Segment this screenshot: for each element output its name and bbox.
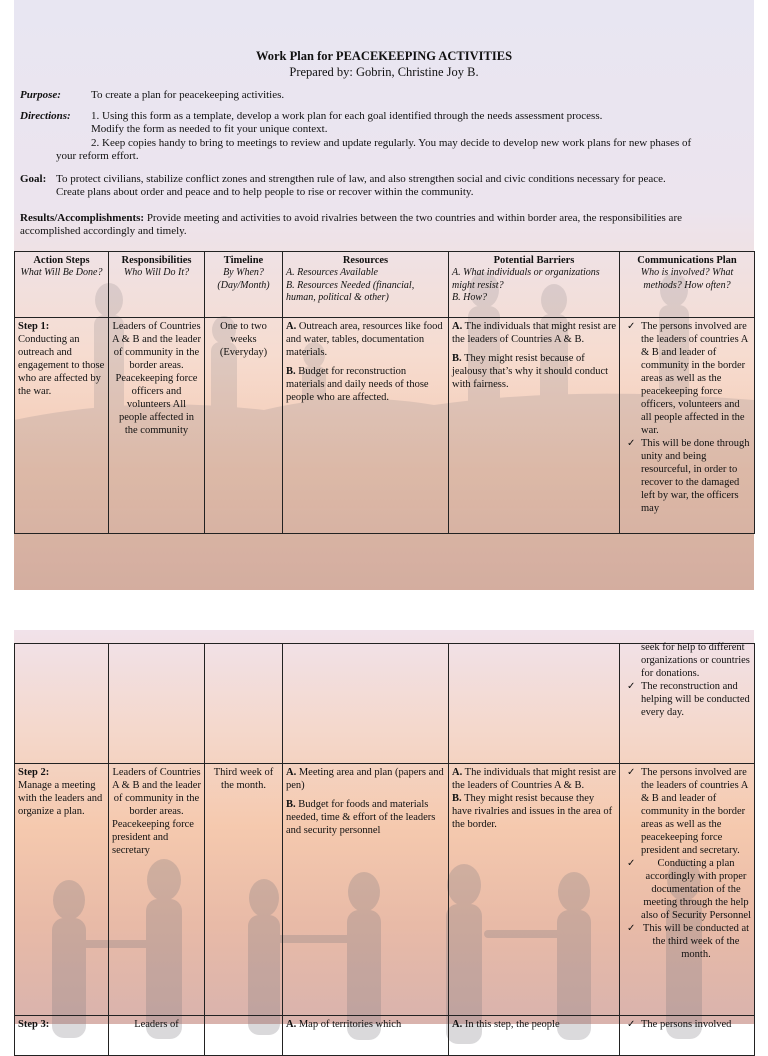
purpose-label: Purpose: bbox=[20, 89, 61, 101]
step-1-communications-continued: seek for help to different organizations or countries for donations. ✓ The reconstruction and helping will be conducted every day. bbox=[620, 644, 755, 764]
table-row-step-1 bbox=[15, 318, 755, 534]
results-label: Results/Accomplishments: bbox=[20, 212, 145, 224]
step-2-action: Step 2: Manage a meeting with the leaders and organize a plan. bbox=[15, 764, 109, 1016]
step-1-barriers: A. The individuals that might resist are the leaders of Countries A & B. B. They might resist because of jealousy that’s why it should conduct with fairness. bbox=[449, 318, 620, 534]
header-responsibilities: Responsibilities Who Will Do It? bbox=[109, 252, 205, 318]
goal-label: Goal: bbox=[20, 173, 47, 185]
header-resources: Resources A. Resources Available B. Resources Needed (financial, human, political & other) bbox=[283, 252, 449, 318]
header-timeline: Timeline By When? (Day/Month) bbox=[205, 252, 283, 318]
check-icon: ✓ Conducting a plan accordingly with proper documentation of the meeting through the help also of Security Personnel bbox=[623, 857, 751, 922]
step-1-timeline: One to two weeks (Everyday) bbox=[205, 318, 283, 534]
step-2-responsibilities: Leaders of Countries A & B and the leader of community in the border areas. Peacekeeping force president and secretary bbox=[109, 764, 205, 1016]
step-1-action: Step 1: Conducting an outreach and engagement to those who are affected by the war. bbox=[15, 318, 109, 534]
step-3-responsibilities: Leaders of bbox=[109, 1016, 205, 1056]
work-plan-table bbox=[14, 251, 755, 534]
check-icon: ✓ This will be conducted at the third week of the month. bbox=[623, 922, 751, 961]
check-icon: ✓ The persons involved bbox=[623, 1018, 751, 1031]
page-2-content bbox=[0, 630, 768, 1030]
goal-text: To protect civilians, stabilize conflict zones and strengthen rule of law, and also strengthen social and civic conditions necessary for peace. bbox=[56, 173, 666, 185]
document-title: Work Plan for PEACEKEEPING ACTIVITIES bbox=[255, 49, 513, 63]
step-3-resources: A. Map of territories which bbox=[283, 1016, 449, 1056]
results-paragraph bbox=[20, 212, 748, 225]
step-1-responsibilities: Leaders of Countries A & B and the leader of community in the border areas. Peacekeeping force officers and volunteers All people affected in the community bbox=[109, 318, 205, 534]
step-2-timeline: Third week of the month. bbox=[205, 764, 283, 1016]
step-2-barriers: A. The individuals that might resist are the leaders of Countries A & B. B. They might resist because they have rivalries and issues in the area of the border. bbox=[449, 764, 620, 1016]
check-icon: ✓ The persons involved are the leaders of countries A & B and leader of community in the border areas as well as the peacekeeping force officers, volunteers and all people affected in the war. bbox=[623, 320, 751, 437]
table-row-step-3 bbox=[15, 1016, 755, 1056]
step-1-resources: A. Outreach area, resources like food and water, tables, documentation materials. B. Budget for reconstruction materials and daily needs of those people who are affected. bbox=[283, 318, 449, 534]
directions-label: Directions: bbox=[20, 110, 71, 122]
check-icon: ✓ The persons involved are the leaders of countries A & B and leader of community in the border areas as well as the peacekeeping force president and secretary. bbox=[623, 766, 751, 857]
step-1-communications bbox=[620, 318, 755, 534]
directions-step-2: 2. Keep copies handy to bring to meetings to review and update regularly. You may decide to develop new work plans for new phases of bbox=[91, 137, 692, 149]
goal-text-b: Create plans about order and peace and to help people to rise or recover within the community. bbox=[56, 186, 474, 198]
directions-step-2b: your reform effort. bbox=[56, 150, 139, 162]
step-2-resources: A. Meeting area and plan (papers and pen) B. Budget for foods and materials needed, time & effort of the leaders and security personnel bbox=[283, 764, 449, 1016]
check-icon: ✓ The reconstruction and helping will be conducted every day. bbox=[623, 680, 751, 719]
table-row-step-1-continued bbox=[15, 644, 755, 764]
directions-step-1: 1. Using this form as a template, develop a work plan for each goal identified through the needs assessment process. bbox=[91, 110, 603, 122]
step-3-action: Step 3: bbox=[15, 1016, 109, 1056]
purpose-text: To create a plan for peacekeeping activities. bbox=[91, 89, 285, 101]
step-3-barriers: A. In this step, the people bbox=[449, 1016, 620, 1056]
step-2-communications bbox=[620, 764, 755, 1016]
directions-step-1b: Modify the form as needed to fit your unique context. bbox=[91, 123, 328, 135]
prepared-by: Prepared by: Gobrin, Christine Joy B. bbox=[289, 65, 479, 79]
step-3-communications bbox=[620, 1016, 755, 1056]
check-icon: ✓ This will be done through unity and being resourceful, in order to recover to the damaged left by war, the officers may bbox=[623, 437, 751, 515]
results-text-b: accomplished accordingly and timely. bbox=[20, 225, 187, 237]
header-action-steps: Action Steps What Will Be Done? bbox=[15, 252, 109, 318]
results-text: Provide meeting and activities to avoid rivalries between the two countries and within border area, the responsibilities are bbox=[146, 212, 682, 224]
work-plan-table-continued bbox=[14, 643, 755, 1056]
document-page-2 bbox=[0, 630, 768, 1030]
table-header-row bbox=[15, 252, 755, 318]
header-communications-plan: Communications Plan Who is involved? What methods? How often? bbox=[620, 252, 755, 318]
header-potential-barriers: Potential Barriers A. What individuals or organizations might resist? B. How? bbox=[449, 252, 620, 318]
table-row-step-2 bbox=[15, 764, 755, 1016]
